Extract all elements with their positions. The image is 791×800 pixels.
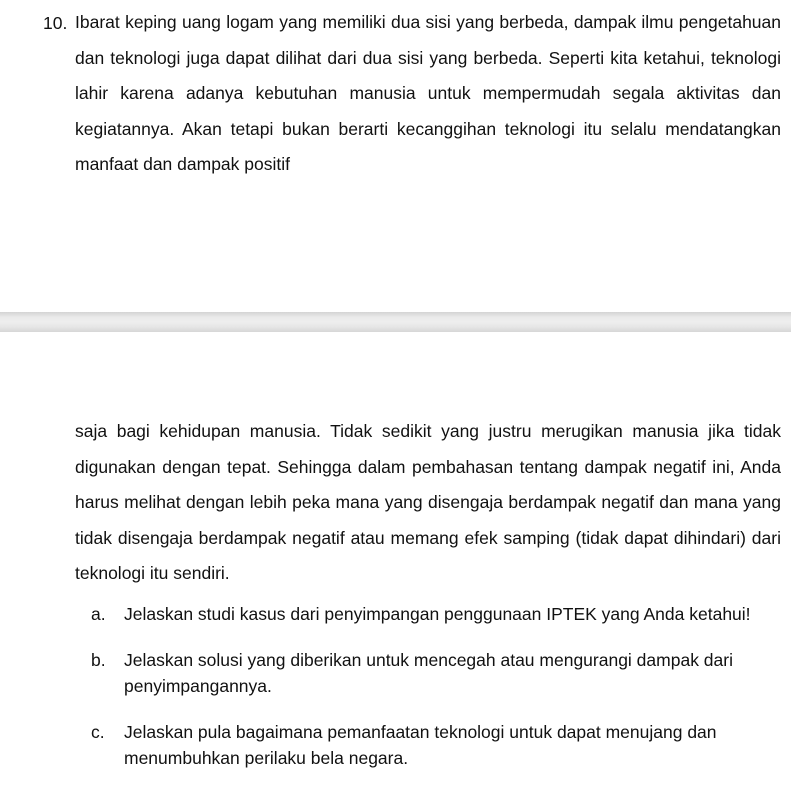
sub-question-text: Jelaskan pula bagaimana pemanfaatan teknologi untuk dapat menujang dan menumbuhkan perilaku bela negara. bbox=[124, 722, 717, 768]
page-top-section bbox=[0, 0, 791, 312]
sub-question-c bbox=[91, 719, 783, 771]
sub-question-list bbox=[91, 601, 783, 791]
sub-question-a bbox=[91, 601, 783, 627]
page-break-divider bbox=[0, 312, 791, 332]
sub-question-marker: a. bbox=[91, 604, 106, 624]
question-paragraph-1: Ibarat keping uang logam yang memiliki dua sisi yang berbeda, dampak ilmu pengetahuan dan teknologi juga dapat dilihat dari dua sisi yang berbeda. Seperti kita ketahui, teknologi lahir karena adanya kebutuhan manusia untuk mempermudah segala aktivitas dan kegiatannya. Akan tetapi bukan berarti kecanggihan teknologi itu selalu mendatangkan manfaat dan dampak positif bbox=[75, 12, 781, 174]
sub-question-marker: c. bbox=[91, 722, 105, 742]
sub-question-text: Jelaskan solusi yang diberikan untuk mencegah atau mengurangi dampak dari penyimpangannya. bbox=[124, 650, 733, 696]
question-paragraph-2: saja bagi kehidupan manusia. Tidak sedikit yang justru merugikan manusia jika tidak digunakan dengan tepat. Sehingga dalam pembahasan tentang dampak negatif ini, Anda harus melihat dengan lebih peka mana yang disengaja berdampak negatif dan mana yang tidak disengaja berdampak negatif atau memang efek samping (tidak dapat dihindari) dari teknologi itu sendiri. bbox=[75, 421, 781, 583]
sub-question-b bbox=[91, 647, 783, 699]
question-number: 10. bbox=[43, 13, 68, 33]
sub-question-marker: b. bbox=[91, 650, 106, 670]
sub-question-text: Jelaskan studi kasus dari penyimpangan penggunaan IPTEK yang Anda ketahui! bbox=[124, 604, 751, 624]
